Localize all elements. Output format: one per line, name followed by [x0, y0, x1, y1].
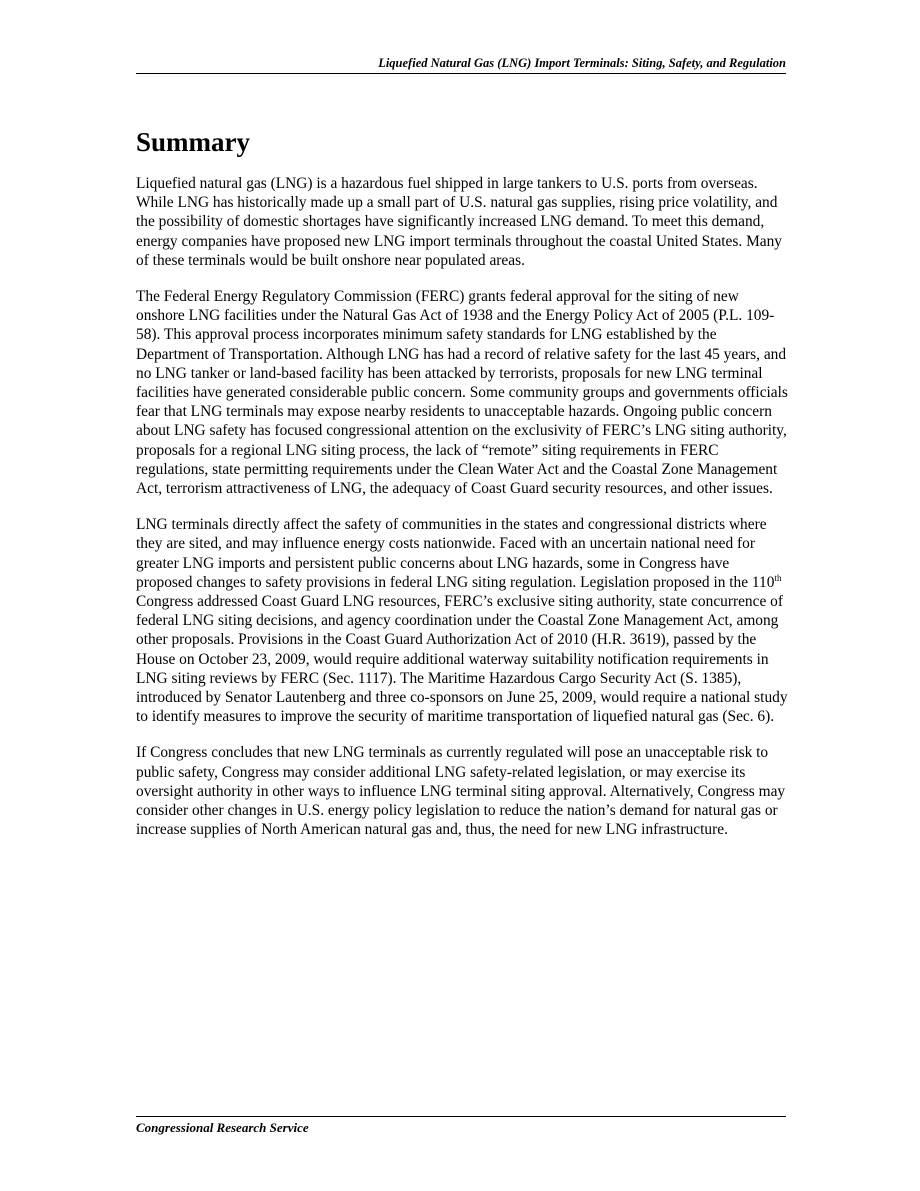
running-footer [136, 1116, 786, 1137]
footer-organization: Congressional Research Service [136, 1120, 309, 1135]
paragraph-3-part-b: Congress addressed Coast Guard LNG resources, FERC’s exclusive siting authority, state concurrence of federal LNG siting decisions, and agency coordination under the Coastal Zone Management Act, among other proposals. Provisions in the Coast Guard Authorization Act of 2010 (H.R. 3619), passed by the House on October 23, 2009, would require additional waterway suitability notification requirements in LNG siting reviews by FERC (Sec. 1117). The Maritime Hazardous Cargo Security Act (S. 1385), introduced by Senator Lautenberg and three co-sponsors on June 25, 2009, would require a national study to identify measures to improve the security of maritime transportation of liquefied natural gas (Sec. 6). [136, 593, 788, 726]
running-header [136, 54, 786, 74]
paragraph-4: If Congress concludes that new LNG terminals as currently regulated will pose an unacceptable risk to public safety, Congress may consider additional LNG safety-related legislation, or may exercise its oversight authority in other ways to influence LNG terminal siting approval. Alternatively, Congress may consider other changes in U.S. energy policy legislation to reduce the nation’s demand for natural gas or increase supplies of North American natural gas and, thus, the need for new LNG infrastructure. [136, 744, 786, 839]
paragraph-2: The Federal Energy Regulatory Commission (FERC) grants federal approval for the siting of new onshore LNG facilities under the Natural Gas Act of 1938 and the Energy Policy Act of 2005 (P.L. 109-58). This approval process incorporates minimum safety standards for LNG established by the Department of Transportation. Although LNG has had a record of relative safety for the last 45 years, and no LNG tanker or land-based facility has been attacked by terrorists, proposals for new LNG terminal facilities have generated considerable public concern. Some community groups and governments officials fear that LNG terminals may expose nearby residents to unacceptable hazards. Ongoing public concern about LNG safety has focused congressional attention on the exclusivity of FERC’s LNG siting authority, proposals for a regional LNG siting process, the lack of “remote” siting requirements in FERC regulations, state permitting requirements under the Clean Water Act and the Coastal Zone Management Act, terrorism attractiveness of LNG, the adequacy of Coast Guard security resources, and other issues. [136, 288, 788, 498]
running-header-title: Liquefied Natural Gas (LNG) Import Terminals: Siting, Safety, and Regulation [378, 56, 786, 70]
paragraph-3-part-a: LNG terminals directly affect the safety of communities in the states and congressional districts where they are sited, and may influence energy costs nationwide. Faced with an uncertain national need for greater LNG imports and persistent public concerns about LNG hazards, some in Congress have proposed changes to safety provisions in federal LNG siting regulation. Legislation proposed in the 110 [136, 516, 775, 591]
paragraph-1: Liquefied natural gas (LNG) is a hazardous fuel shipped in large tankers to U.S. ports from overseas. While LNG has historically made up a small part of U.S. natural gas supplies, rising price volatility, and the possibility of domestic shortages have significantly increased LNG demand. To meet this demand, energy companies have proposed new LNG import terminals throughout the coastal United States. Many of these terminals would be built onshore near populated areas. [136, 175, 782, 269]
paragraph-3-superscript: th [774, 572, 782, 583]
page-content [136, 124, 788, 857]
paragraph-3 [136, 515, 788, 726]
section-title: Summary [136, 127, 250, 157]
